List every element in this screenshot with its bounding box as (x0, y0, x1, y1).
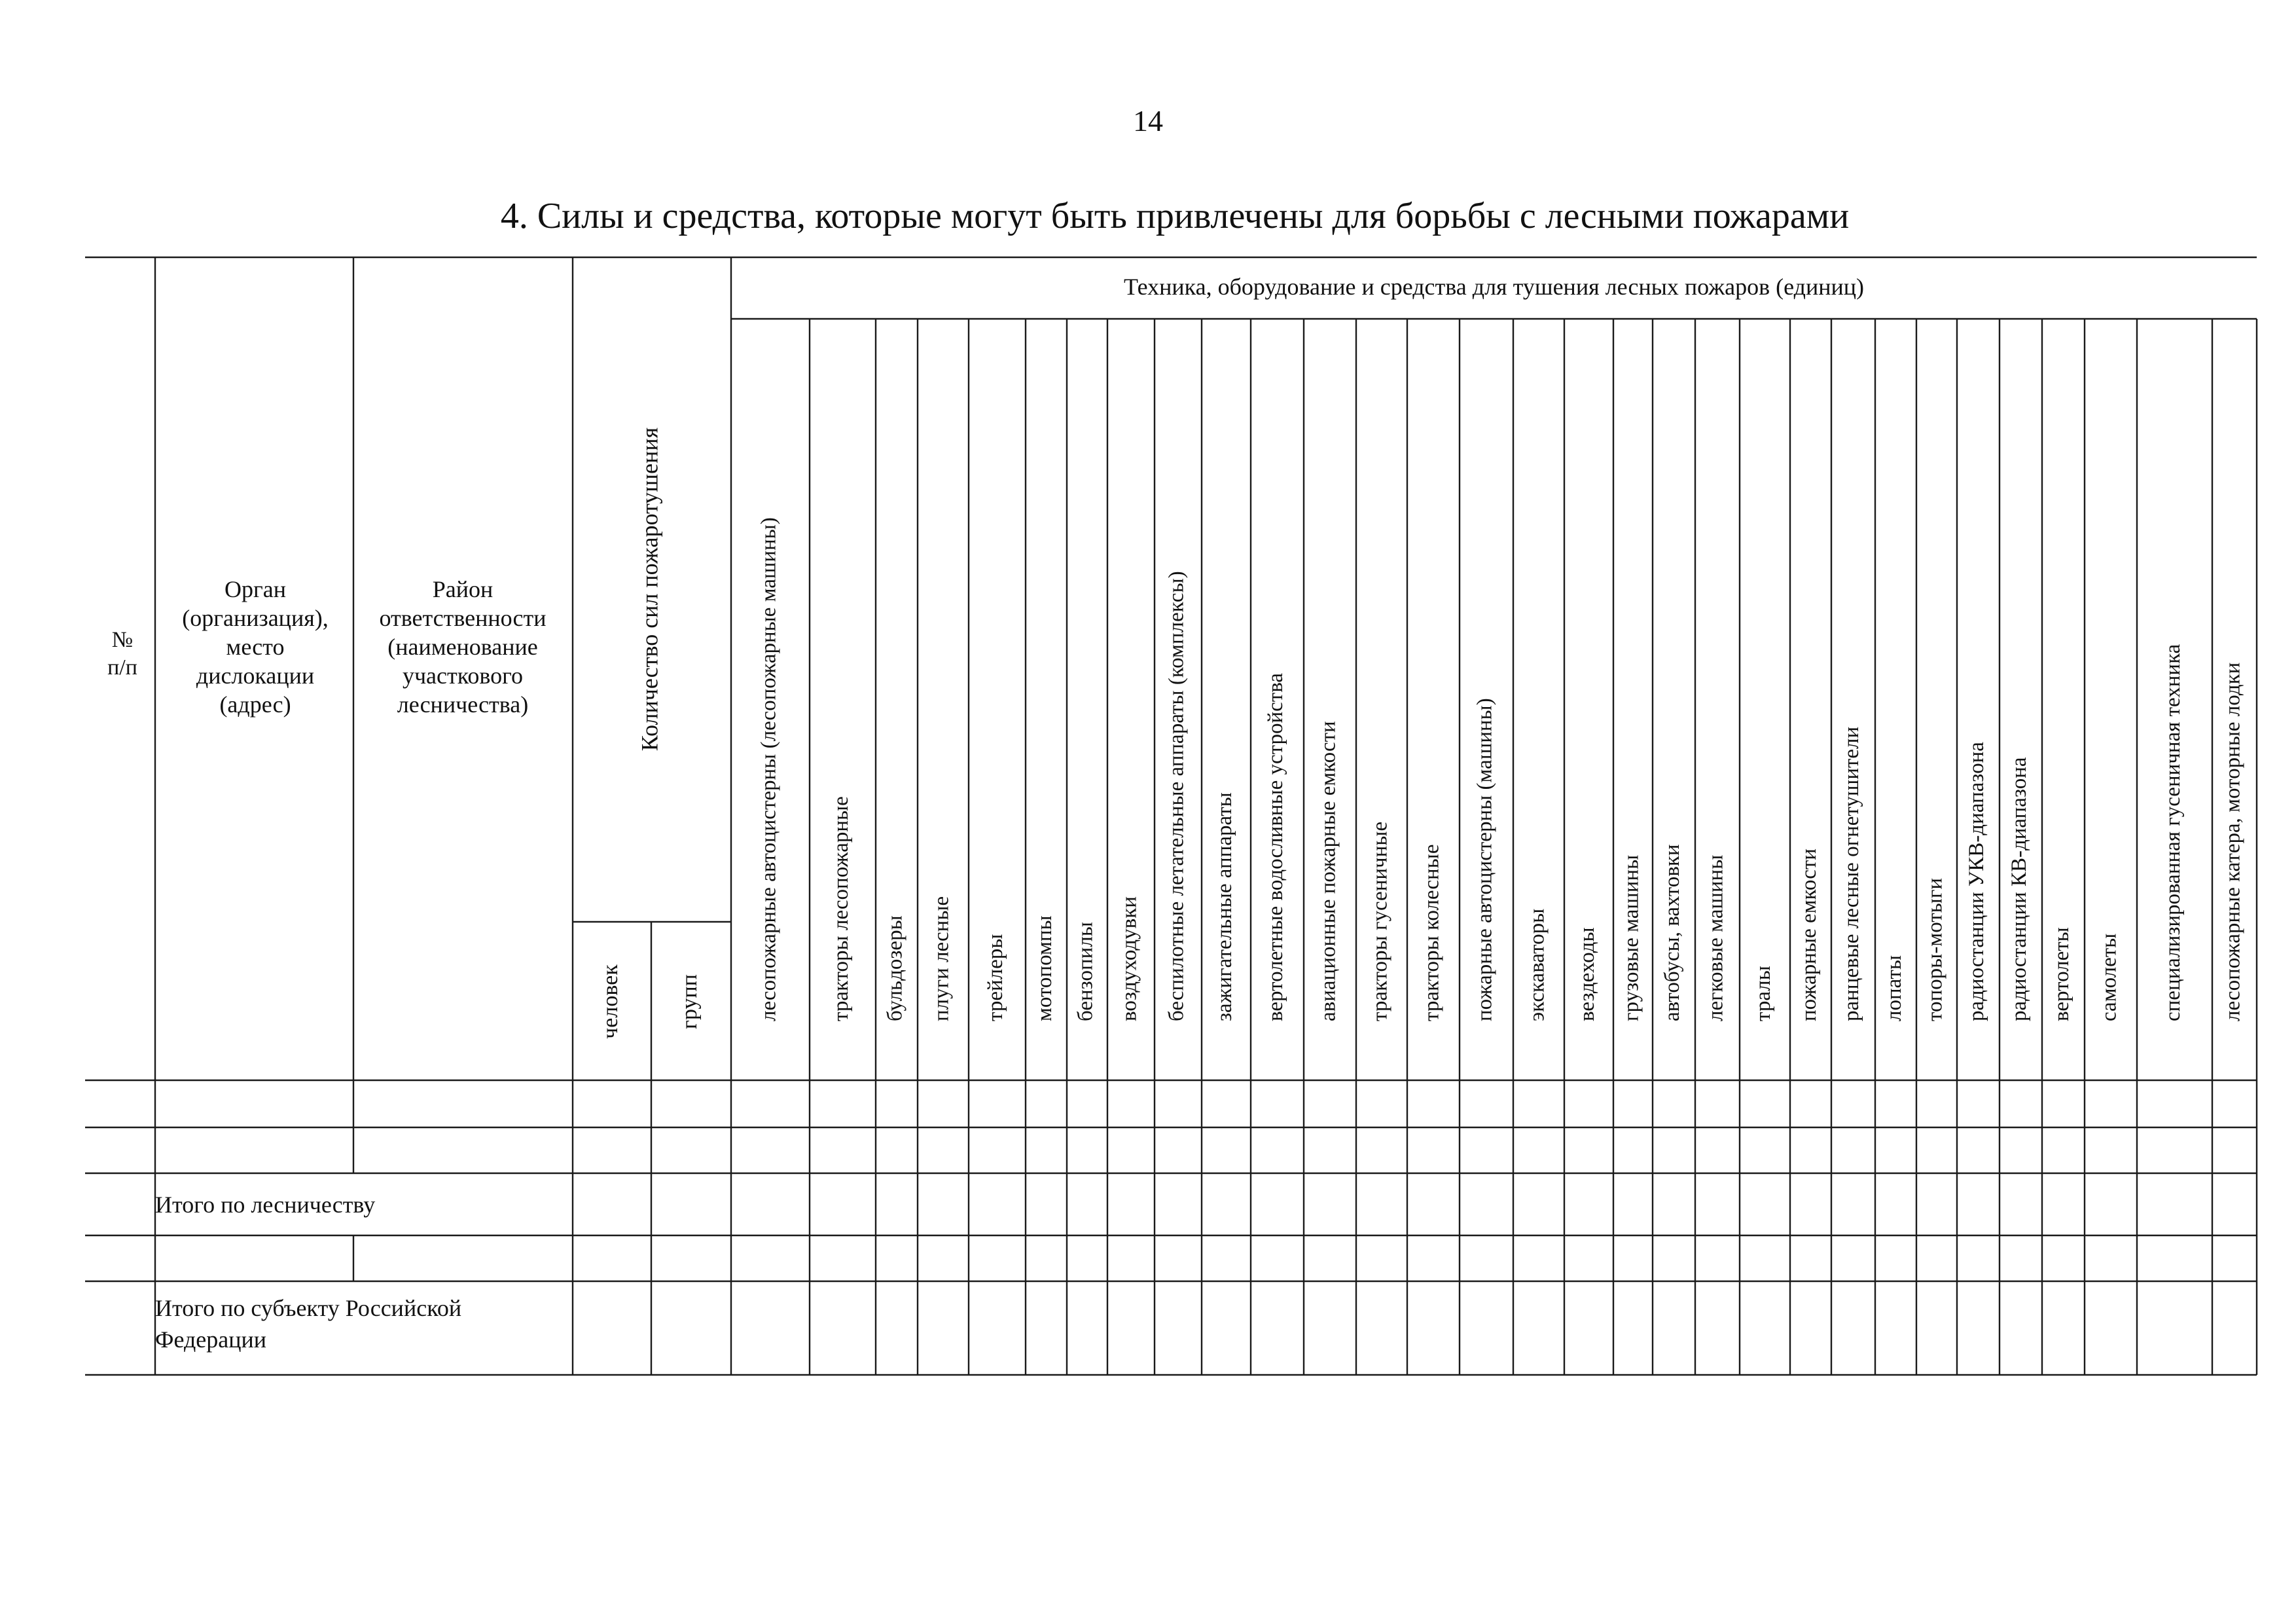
equipment-label-26: радиостанции УКВ-диапазона (1965, 742, 1989, 1021)
header-organ-line-4: дислокации (196, 663, 315, 689)
equipment-label-9: беспилотные летательные аппараты (комплексы) (1164, 571, 1189, 1021)
header-organ-line-1: Орган (224, 576, 287, 602)
equipment-label-23: ранцевые лесные огнетушители (1840, 726, 1864, 1021)
header-number-line-1: № (111, 628, 134, 652)
header-organ-line-5: (адрес) (219, 691, 291, 718)
equipment-label-30: специализированная гусеничная техника (2161, 644, 2185, 1021)
equipment-label-1: лесопожарные автоцистерны (лесопожарные машины) (757, 517, 781, 1021)
equipment-label-25: топоры-мотыги (1923, 877, 1947, 1021)
equipment-label-8: воздуходувки (1117, 896, 1141, 1021)
header-district-line-3: (наименование (387, 634, 538, 660)
equipment-label-5: трейлеры (984, 934, 1008, 1021)
equipment-label-21: тралы (1751, 966, 1776, 1021)
header-district-line-4: участкового (402, 663, 524, 689)
equipment-label-22: пожарные емкости (1797, 848, 1821, 1021)
page-number: 14 (1133, 104, 1163, 137)
header-district-line-5: лесничества) (397, 691, 529, 718)
header-equipment: Техника, оборудование и средства для тушения лесных пожаров (единиц) (1124, 274, 1864, 300)
total-subject-label-line-1: Итого по субъекту Российской (155, 1295, 462, 1321)
equipment-label-28: вертолеты (2050, 927, 2074, 1021)
header-forces-groups: групп (677, 974, 702, 1029)
header-organ-line-3: место (226, 634, 285, 660)
equipment-label-14: тракторы колесные (1420, 844, 1444, 1021)
total-subject-label-line-2: Федерации (155, 1326, 267, 1353)
equipment-label-6: мотопомпы (1033, 915, 1057, 1021)
equipment-label-4: плуги лесные (929, 896, 954, 1021)
header-number-line-2: п/п (107, 655, 137, 680)
header-forces-people: человек (598, 964, 622, 1039)
equipment-label-29: самолеты (2097, 933, 2121, 1021)
header-organ-line-2: (организация), (182, 605, 329, 631)
equipment-label-24: лопаты (1882, 955, 1907, 1021)
header-district-line-2: ответственности (379, 605, 547, 631)
equipment-label-16: экскаваторы (1525, 908, 1549, 1021)
equipment-label-12: авиационные пожарные емкости (1316, 721, 1340, 1021)
equipment-label-13: тракторы гусеничные (1368, 821, 1392, 1021)
equipment-label-17: вездеходы (1575, 927, 1600, 1021)
equipment-label-18: грузовые машины (1619, 854, 1643, 1021)
document-title: 4. Силы и средства, которые могут быть привлечены для борьбы с лесными пожарами (500, 196, 1850, 236)
equipment-label-15: пожарные автоцистерны (машины) (1473, 698, 1497, 1021)
equipment-label-20: легковые машины (1704, 854, 1728, 1021)
equipment-label-10: зажигательные аппараты (1213, 792, 1237, 1021)
total-forestry-label: Итого по лесничеству (155, 1192, 376, 1218)
equipment-label-19: автобусы, вахтовки (1660, 844, 1685, 1021)
equipment-label-11: вертолетные водосливные устройства (1264, 672, 1288, 1021)
equipment-label-2: тракторы лесопожарные (829, 796, 853, 1021)
header-forces: Количество сил пожаротушения (636, 427, 663, 752)
equipment-label-31: лесопожарные катера, моторные лодки (2221, 662, 2245, 1021)
header-district-line-1: Район (432, 576, 493, 602)
equipment-label-27: радиостанции КВ-диапазона (2007, 757, 2032, 1021)
equipment-label-3: бульдозеры (883, 915, 907, 1021)
equipment-label-7: бензопилы (1073, 922, 1098, 1021)
